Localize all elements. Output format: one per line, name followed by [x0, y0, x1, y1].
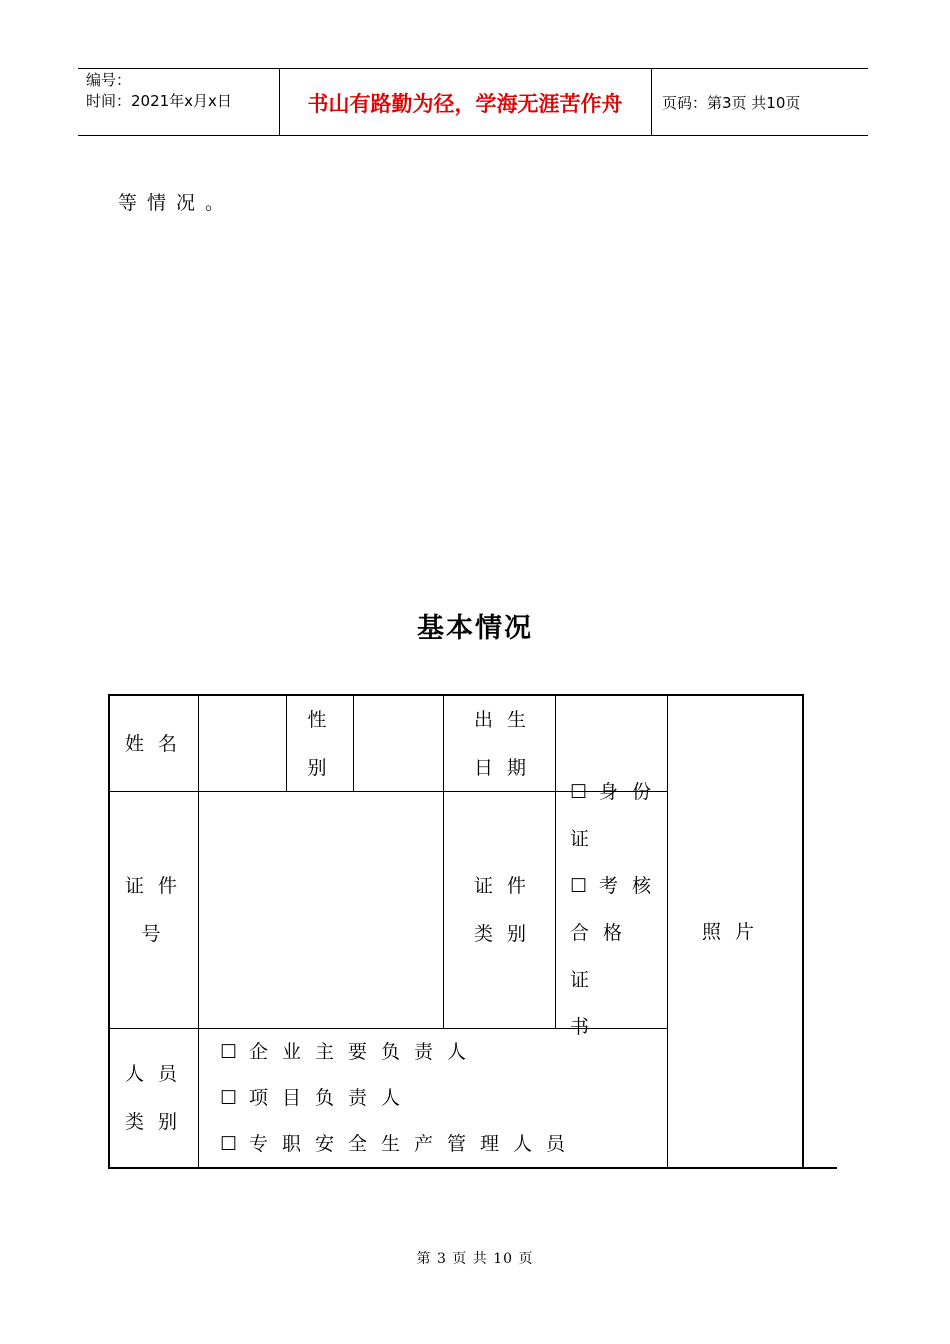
person-type-option-project-head[interactable]: ☐ 项目负责人: [220, 1087, 415, 1109]
document-date-label: 时间：2021年x月x日: [86, 92, 232, 110]
header-page-indicator: 页码：第3页 共10页: [662, 94, 801, 112]
id-type-option-id-card-line2: 证: [570, 828, 604, 850]
birth-date-label-cell: [458, 696, 556, 791]
header-bottom-rule: [78, 135, 868, 136]
person-type-label-line2: 类别: [124, 1111, 191, 1133]
document-number-label: 编号：: [86, 71, 132, 89]
col-divider-mid: [443, 696, 444, 1028]
id-type-option-certificate-line2: 合格证: [570, 922, 637, 991]
id-type-option-certificate-line3: 书: [570, 1016, 604, 1038]
photo-label: 照片: [701, 920, 768, 943]
body-paragraph: 等情况。: [118, 192, 235, 214]
id-number-label-line2: 号: [141, 923, 175, 945]
person-type-label-cell: [116, 1029, 200, 1167]
checkbox-icon[interactable]: ☐: [570, 875, 588, 897]
col-divider-gender-label: [286, 696, 287, 791]
id-type-label-cell: [458, 792, 556, 1028]
basic-info-table: [108, 694, 804, 1169]
id-type-label-line1: 证件: [473, 875, 540, 897]
header-motto: 书山有路勤为径，学海无涯苦作舟: [307, 91, 623, 116]
header-top-rule: [78, 68, 868, 69]
id-number-value-field[interactable]: [199, 792, 443, 1028]
gender-label-line2: 别: [307, 756, 341, 779]
photo-cell[interactable]: [668, 696, 802, 1167]
id-type-option-id-card[interactable]: ☐ 身份: [570, 781, 666, 803]
person-type-options-cell: [220, 1029, 667, 1167]
checkbox-icon[interactable]: ☐: [220, 1087, 238, 1109]
id-number-label-line1: 证件: [124, 875, 191, 897]
checkbox-icon[interactable]: ☐: [220, 1041, 238, 1063]
form-title: 基本情况: [417, 613, 533, 644]
person-type-option-safety-manager[interactable]: ☐ 专职安全生产管理人员: [220, 1133, 580, 1155]
id-type-label-line2: 类别: [473, 923, 540, 945]
birth-date-label-line2: 日期: [473, 756, 540, 779]
footer-page-number: 第 3 页 共 10 页: [416, 1251, 534, 1267]
checkbox-icon[interactable]: ☐: [570, 781, 588, 803]
checkbox-icon[interactable]: ☐: [220, 1133, 238, 1155]
person-type-label-line1: 人员: [124, 1063, 191, 1085]
header-divider-right: [651, 68, 652, 136]
name-label-cell: [116, 696, 200, 791]
gender-value-field[interactable]: [354, 696, 443, 791]
table-tail-rule: [804, 1167, 837, 1169]
name-value-field[interactable]: [199, 696, 286, 791]
birth-date-label-line1: 出生: [473, 708, 540, 731]
name-label: 姓名: [124, 732, 191, 755]
person-type-option-enterprise-head[interactable]: ☐ 企业主要负责人: [220, 1041, 481, 1063]
id-type-options-cell: [570, 781, 667, 1038]
gender-label-cell: [294, 696, 354, 791]
header-meta: [86, 70, 232, 112]
id-number-label-cell: [116, 792, 200, 1028]
gender-label-line1: 性: [307, 708, 341, 731]
id-type-option-certificate[interactable]: ☐ 考核: [570, 875, 666, 897]
